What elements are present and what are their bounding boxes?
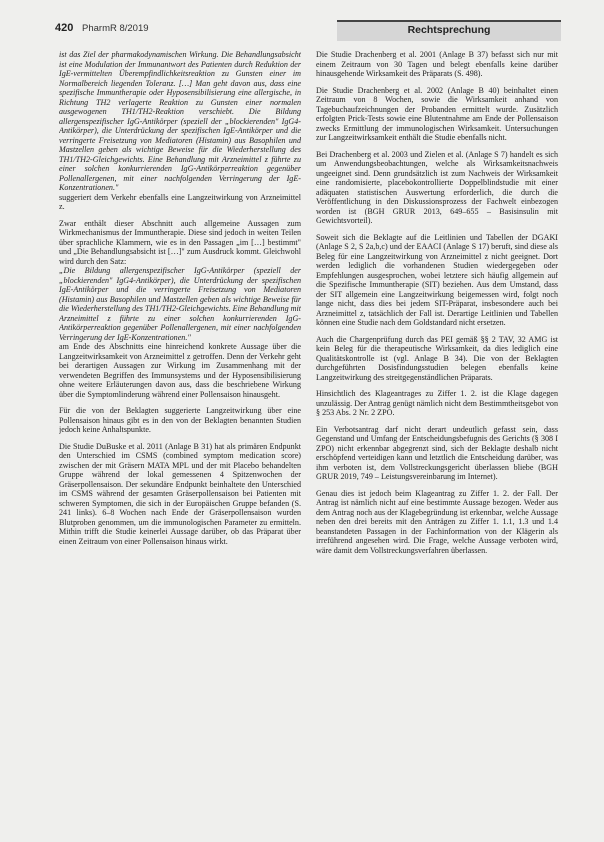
right-paragraph-5: Auch die Chargenprüfung durch das PEI gemäß §§ 2 TAV, 32 AMG ist kein Beleg für die therapeutische Wirksamkeit, da dies lediglich eine Qualitätskontrolle ist (vgl. Anlage B 34). Die von der Beklagten durchgeführten Dosisfindungsstudien belegen ebenfalls keine Langzeitwirkung des streitgegenständlichen Präparats. — [316, 334, 558, 382]
right-paragraph-6: Hinsichtlich des Klageantrages zu Ziffer 1. 2. ist die Klage dagegen unzulässig. Der Antrag genügt nämlich nicht dem Bestimmtheitsgebot von § 253 Abs. 2 Nr. 2 ZPO. — [316, 389, 558, 417]
left-paragraph-3: am Ende des Abschnitts eine hinreichend konkrete Aussage über die Langzeitwirksamkeit von Arzneimittel z getroffen. Denn der Verkehr geht bei derartigen Aussagen zur Wirkung im Zusammenhang mit der verwendeten Begriffen des Immunsystems und der Hyposensibilisierung ohne weitere Erläuterungen davon aus, dass die beschriebene Wirkung über die Symptomlinderung während einer Pollensaison hinausgeht. — [59, 342, 301, 399]
left-paragraph-2: Zwar enthält dieser Abschnitt auch allgemeine Aussagen zum Wirkmechanismus der Immuntherapie. Diese sind jedoch in weiten Teilen über sprachliche Klammern, wie es in den Passagen „im […] bestimmt" und „Die Behandlungsabsicht ist […]" zum Ausdruck kommt. Gleichwohl wird durch den Satz: — [59, 218, 301, 266]
right-paragraph-3: Bei Drachenberg et al. 2003 und Zielen et al. (Anlage S 7) handelt es sich um Anwendungsbeobachtungen, welche als Wirksamkeitsnachweis ungeeignet sind. Denn grundsätzlich ist zum Nachweis der Wirksamkeit eine randomisierte, placebokontrollierte Doppelblindstudie mit einer adäquaten statistischen Auswertung erforderlich, die durch die Veröffentlichung in den Diskussionsprozess der Fachwelt einbezogen worden ist (BGH GRUR 2013, 649–655 – Basisinsulin mit Gewichtsvorteil). — [316, 149, 558, 225]
section-title: Rechtsprechung — [337, 20, 561, 41]
journal-name: PharmR 8/2019 — [82, 23, 149, 34]
right-paragraph-8: Genau dies ist jedoch beim Klageantrag zu Ziffer 1. 2. der Fall. Der Antrag ist nämlich nicht auf eine bestimmte Aussage bezogen. Weder aus dem Antrag noch aus der Klagebegründung ist erkennbar, welche Aussage neben den drei bereits mit den Anträgen zu Ziffer 1. 1.1, 1.3 und 1.4 beanstandeten Passagen in der Fachinformation von der Klägerin als irreführend angesehen wird. Die Frage, welche Aussage verboten wird, wäre damit dem Vollstreckungsverfahren überlassen. — [316, 488, 558, 555]
left-paragraph-5: Die Studie DuBuske et al. 2011 (Anlage B 31) hat als primären Endpunkt den Unterschied im CSMS (combined symptom medication score) zwischen der mit Gräsern MATA MPL und der mit Placebo behandelten Gruppe während der lokal gemessenen 4 Spitzenwochen der Gräserpollensaison. Der sekundäre Endpunkt beinhaltete den Unterschied im CSMS während der gesamten Gräserpollensaison bei Patienten mit schweren Symptomen, die sich in der Europäischen Gruppe befanden (S. 241 links). 6–8 Wochen nach Ende der Gräserpollensaison wurden Blutproben genommen, um die immunologischen Parameter zu ermitteln. Mithin trifft die Studie keinerlei Aussage darüber, ob das Präparat über einen Zeitraum von einer Pollensaison hinaus wirkt. — [59, 441, 301, 546]
right-paragraph-2: Die Studie Drachenberg et al. 2002 (Anlage B 40) beinhaltet einen Zeitraum von 8 Wochen, sowie die Wirksamkeit anhand von Tagebuchaufzeichnungen der Probanden ermittelt wurde. Zusätzlich erfolgten Prick-Tests sowie eine Blutentnahme am Ende der Pollensaison zwecks Ermittlung der immunologischen Wirksamkeit. Untersuchungen zur Langzeitwirksamkeit enthält die Studie ebenfalls nicht. — [316, 85, 558, 142]
right-paragraph-7: Ein Verbotsantrag darf nicht derart undeutlich gefasst sein, dass Gegenstand und Umfang der Entscheidungsbefugnis des Gerichts (§ 308 I ZPO) nicht erkennbar abgegrenzt sind, sich der Beklagte deshalb nicht erschöpfend verteidigen kann und letztlich die Entscheidung darüber, was ihm verboten ist, dem Vollstreckungsgericht überlassen bliebe (BGH GRUR 2019, 749 – Leistungsvereinbarung im Internet). — [316, 424, 558, 481]
left-paragraph-1: ist das Ziel der pharmakodynamischen Wirkung. Die Behandlungsabsicht ist eine Modulation der Immunantwort des Patienten durch Reduktion der IgE-vermittelten Überempfindlichkeitsreaktion zu Gunsten einer im Normalbereich liegenden Toleranz. […] Man geht davon aus, dass eine spezifische Immuntherapie oder Hyposensibilisierung eine allergische, in Richtung TH2 verlagerte Reaktion zu Gunsten einer normalen ausgewogenen TH1/TH2-Reaktion verschiebt. Die Bildung allergenspezifischer IgG-Antikörper (speziell der „blockierenden" IgG4-Antikörper), die Unterdrückung der spezifischen IgE-Antikörper und die verringerte Freisetzung von Mediatoren (Histamin) aus Basophilen und Mastzellen geben als wichtige Beweise für die Wiederherstellung des TH1/TH2-Gleichgewichts. Eine Behandlung mit Arzneimittel z führte zu einer solchen konkurrierenden IgG-Antikörperreaktion gegenüber Pollenallergenen, mit einer nachfolgenden Verringerung der IgE-Konzentrationen." — [59, 50, 301, 192]
right-paragraph-1: Die Studie Drachenberg et al. 2001 (Anlage B 37) befasst sich nur mit einem Zeitraum von 30 Tagen und belegt ebenfalls keine darüber hinausgehende Wirksamkeit des Präparats (S. 498). — [316, 50, 558, 78]
page-header — [55, 20, 561, 42]
left-paragraph-1-tail: suggeriert dem Verkehr ebenfalls eine Langzeitwirkung von Arzneimittel z. — [59, 192, 301, 211]
right-column — [316, 50, 558, 835]
left-paragraph-4: Für die von der Beklagten suggerierte Langzeitwirkung über eine Pollensaison hinaus gibt es in den von der Beklagten benannten Studien jedoch keine Anhaltspunkte. — [59, 406, 301, 434]
left-quote: „Die Bildung allergenspezifischer IgG-Antikörper (speziell der „blockierenden" IgG4-Antikörper), die Unterdrückung der spezifischen IgE-Antikörper und die verringerte Freisetzung von Mediatoren (Histamin) aus Basophilen und Mastzellen geben als wichtige Beweise für die Wiederherstellung des TH1/TH2-Gleichgewichts. Eine Behandlung mit Arzneimittel z führte zu einer solchen konkurrierenden IgG-Antikörperreaktion gegenüber Pollenallergenen, mit einer nachfolgenden Verringerung der IgE-Konzentrationen." — [59, 266, 301, 342]
left-column — [59, 50, 301, 835]
right-paragraph-4: Soweit sich die Beklagte auf die Leitlinien und Tabellen der DGAKI (Anlage S 2, S 2a,b,c) und der EAACI (Anlage S 17) beruft, sind diese als Beleg für eine Langzeitwirkung von Arzneimittel z nicht geeignet. Dort werden lediglich die vorhandenen Studien wiedergegeben oder Empfehlungen ausgesprochen, wobei letztere sich häufig allgemein auf die Spezifische Immuntherapie (SIT) beziehen. Aus dem Umstand, dass der SIT allgemein eine Langzeitwirkung beigemessen wird, folgt noch lange nicht, dass dies bei jedem SIT-Präparat, insbesondere auch bei Arzneimittel z, tatsächlich der Fall ist. Derartige Leitlinien und Tabellen können eine Studie nach dem Goldstandard nicht ersetzen. — [316, 232, 558, 327]
page-number: 420 — [55, 22, 74, 34]
